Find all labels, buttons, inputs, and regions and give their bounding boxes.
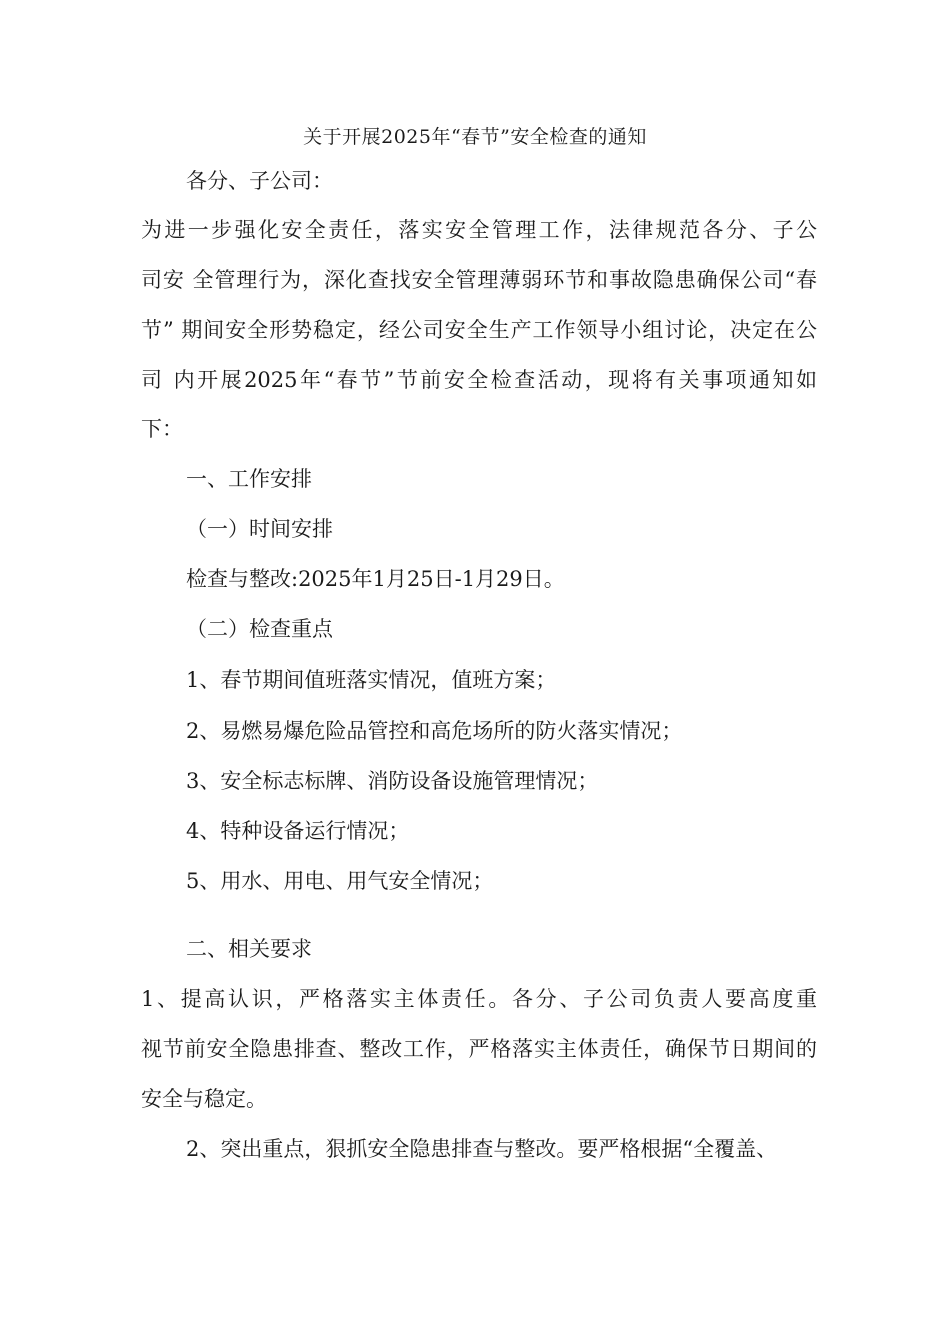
intro-line-1: 为进一步强化安全责任，落实安全管理工作，法律规范各分、子公 — [141, 218, 817, 242]
check-item-4: 4、特种设备运行情况； — [186, 819, 410, 843]
document-title: 关于开展2025年“春节”安全检查的通知 — [303, 126, 647, 148]
intro-line-2: 司安 全管理行为，深化查找安全管理薄弱环节和事故隐患确保公司“春 — [141, 268, 817, 292]
section1-sub2-heading: （二）检查重点 — [186, 617, 333, 641]
check-item-2: 2、易燃易爆危险品管控和高危场所的防火落实情况； — [186, 719, 683, 743]
check-item-5: 5、用水、用电、用气安全情况； — [186, 869, 494, 893]
req1-line-3: 安全与稳定。 — [141, 1087, 267, 1111]
section1-sub1-heading: （一）时间安排 — [186, 517, 333, 541]
section1-sub1-text: 检查与整改:2025年1月25日-1月29日。 — [186, 567, 565, 591]
intro-line-3: 节” 期间安全形势稳定，经公司安全生产工作领导小组讨论，决定在公 — [141, 318, 817, 342]
intro-line-5: 下： — [141, 417, 183, 441]
check-item-1: 1、春节期间值班落实情况，值班方案； — [186, 668, 557, 692]
salutation: 各分、子公司： — [186, 169, 333, 193]
section2-heading: 二、相关要求 — [186, 937, 312, 961]
req2-line-1: 2、突出重点，狠抓安全隐患排查与整改。要严格根据“全覆盖、 — [186, 1137, 778, 1161]
intro-line-4: 司 内开展2025年“春节”节前安全检查活动，现将有关事项通知如 — [141, 368, 817, 392]
req1-line-1: 1、提高认识，严格落实主体责任。各分、子公司负责人要高度重 — [141, 987, 817, 1011]
check-item-3: 3、安全标志标牌、消防设备设施管理情况； — [186, 769, 599, 793]
req1-line-2: 视节前安全隐患排查、整改工作，严格落实主体责任，确保节日期间的 — [141, 1037, 817, 1061]
section1-heading: 一、工作安排 — [186, 467, 312, 491]
